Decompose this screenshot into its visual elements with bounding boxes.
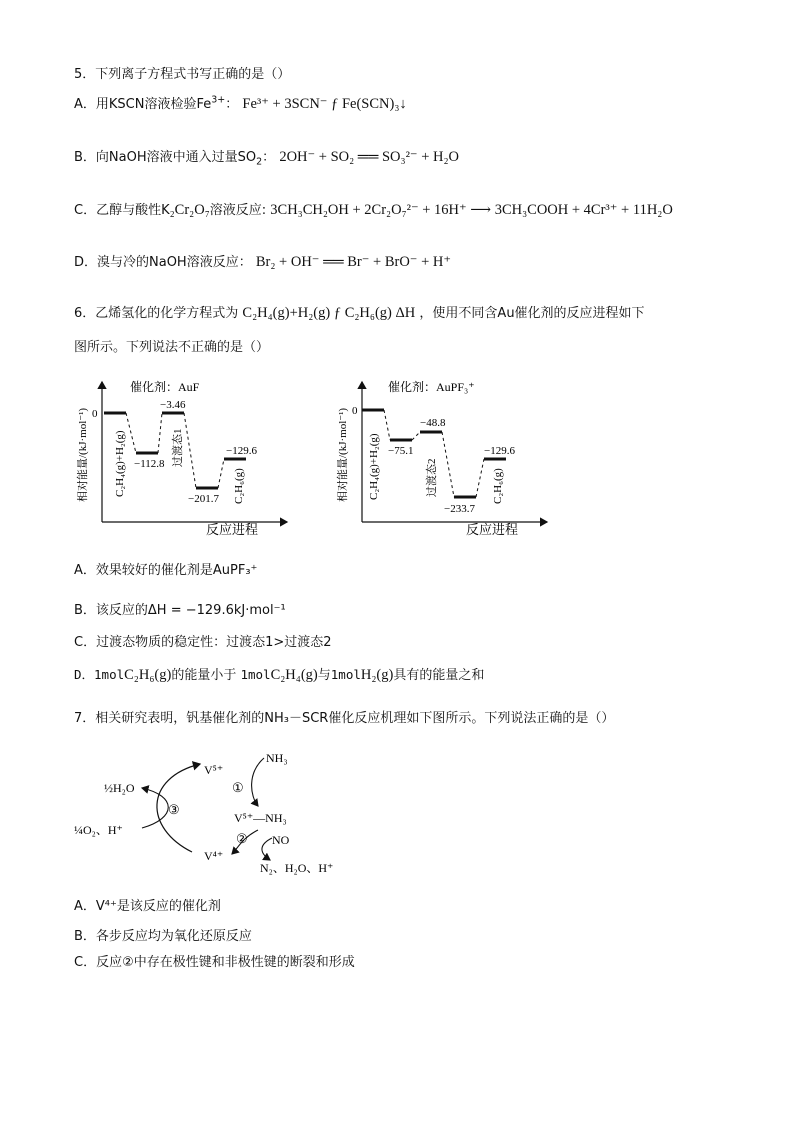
chart2-catalyst: 催化剂：AuPF₃⁺ [388,380,475,394]
energy-diagram-aupf3 [332,372,557,542]
q6-option-d[interactable]: D．1molC₂H₆(g)的能量小于 1molC₂H₄(g)与1molH₂(g)具有的能量之和 [74,667,485,683]
cycle-nh3: NH₃ [266,751,288,765]
q7-option-a[interactable]: A．V⁴⁺是该反应的催化剂 [74,899,221,914]
chart1-reactant-label: C₂H₄(g)+H₂(g) [114,430,126,497]
chart1-level-label-1: −112.8 [134,458,165,470]
cycle-no: NO [272,833,290,847]
catalytic-cycle-diagram [72,748,372,878]
chart1-catalyst: 催化剂：AuF [130,380,200,394]
chart1-zero: 0 [92,408,98,420]
chart1-level-label-3: −201.7 [188,493,219,505]
chart1-xlabel: 反应进程 [206,522,259,537]
q5-option-b[interactable]: B．向NaOH溶液中通入过量$SO_2$： 2OH⁻ + SO₂ ══ SO₃²⁻ + H₂O [74,149,459,168]
cycle-quarter-o2: ¼O₂、H⁺ [74,823,123,837]
cycle-v5-nh3: V⁵⁺—NH₃ [234,811,287,825]
chart2-level-label-3: −233.7 [444,503,475,515]
q5-d-equation: Br₂ + OH⁻ ══ Br⁻ + BrO⁻ + H⁺ [255,254,451,270]
q6-stem: 6．乙烯氢化的化学方程式为 C₂H₄(g)+H₂(g) ƒ C₂H₆(g) ΔH ，使用不同含Au催化剂的反应进程如下 [74,305,645,321]
cycle-step2: ② [236,831,248,846]
cycle-v4: V⁴⁺ [204,849,224,863]
q7-stem: 7．相关研究表明，钒基催化剂的NH₃－SCR催化反应机理如下图所示。下列说法正确的是（） [74,711,615,726]
q5-option-d[interactable]: D．溴与冷的NaOH溶液反应： Br₂ + OH⁻ ══ Br⁻ + BrO⁻ + H⁺ [74,254,451,270]
q6-option-c[interactable]: C．过渡态物质的稳定性：过渡态1>过渡态2 [74,635,332,650]
cycle-products: N₂、H₂O、H⁺ [260,861,334,875]
q7-option-c[interactable]: C．反应②中存在极性键和非极性键的断裂和形成 [74,955,355,970]
q5-option-c[interactable]: C．乙醇与酸性K₂Cr₂O₇溶液反应: 3CH₃CH₂OH + 2Cr₂O₇²⁻ + 16H⁺ ⟶ 3CH₃COOH + 4Cr³⁺ + 11H₂O [74,202,673,218]
q6-stem-line2: 图所示。下列说法不正确的是（） [74,340,270,355]
q5-b-equation: 2OH⁻ + SO₂ ══ SO₃²⁻ + H₂O [279,149,459,165]
chart2-level-label-4: −129.6 [484,445,515,457]
q5-stem: 5．下列离子方程式书写正确的是（） [74,67,291,82]
chart1-ylabel: 相对能量/(kJ·mol⁻¹) [77,407,89,502]
chart1-level-label-4: −129.6 [226,445,257,457]
chart2-level-label-2: −48.8 [420,417,446,429]
chart1-ts-label: 过渡态1 [172,428,184,467]
q7-option-b[interactable]: B．各步反应均为氧化还原反应 [74,929,252,944]
q5-option-a[interactable]: A．用KSCN溶液检验$Fe^{3+}$： Fe³⁺ + 3SCN⁻ ƒ Fe(SCN)₃↓ [74,94,407,112]
chart2-reactant-label: C₂H₄(g)+H₂(g) [368,433,380,500]
chart2-product-label: C₂H₆(g) [492,468,504,504]
cycle-step3: ③ [168,802,180,817]
chart1-product-label: C₂H₆(g) [233,468,245,504]
q6-option-a[interactable]: A．效果较好的催化剂是AuPF₃⁺ [74,563,258,578]
q6-option-b[interactable]: B．该反应的ΔH = −129.6kJ·mol⁻¹ [74,603,286,618]
chart1-level-label-2: −3.46 [160,399,186,411]
chart2-zero: 0 [352,405,358,417]
chart2-ts-label: 过渡态2 [426,458,438,497]
cycle-half-h2o: ½H₂O [104,781,135,795]
cycle-v5: V⁵⁺ [204,763,224,777]
q5-a-equation: Fe³⁺ + 3SCN⁻ ƒ Fe(SCN)₃↓ [242,96,407,112]
cycle-step1: ① [232,780,244,795]
chart2-ylabel: 相对能量/(kJ·mol⁻¹) [337,407,349,502]
q6-stem-equation: C₂H₄(g)+H₂(g) ƒ C₂H₆(g) ΔH [242,305,416,321]
energy-diagram-aupf [72,372,297,542]
chart2-level-label-1: −75.1 [388,445,414,457]
chart2-xlabel: 反应进程 [466,522,519,537]
q5-c-equation: 3CH₃CH₂OH + 2Cr₂O₇²⁻ + 16H⁺ ⟶ 3CH₃COOH + 4Cr³⁺ + 11H₂O [270,202,673,218]
